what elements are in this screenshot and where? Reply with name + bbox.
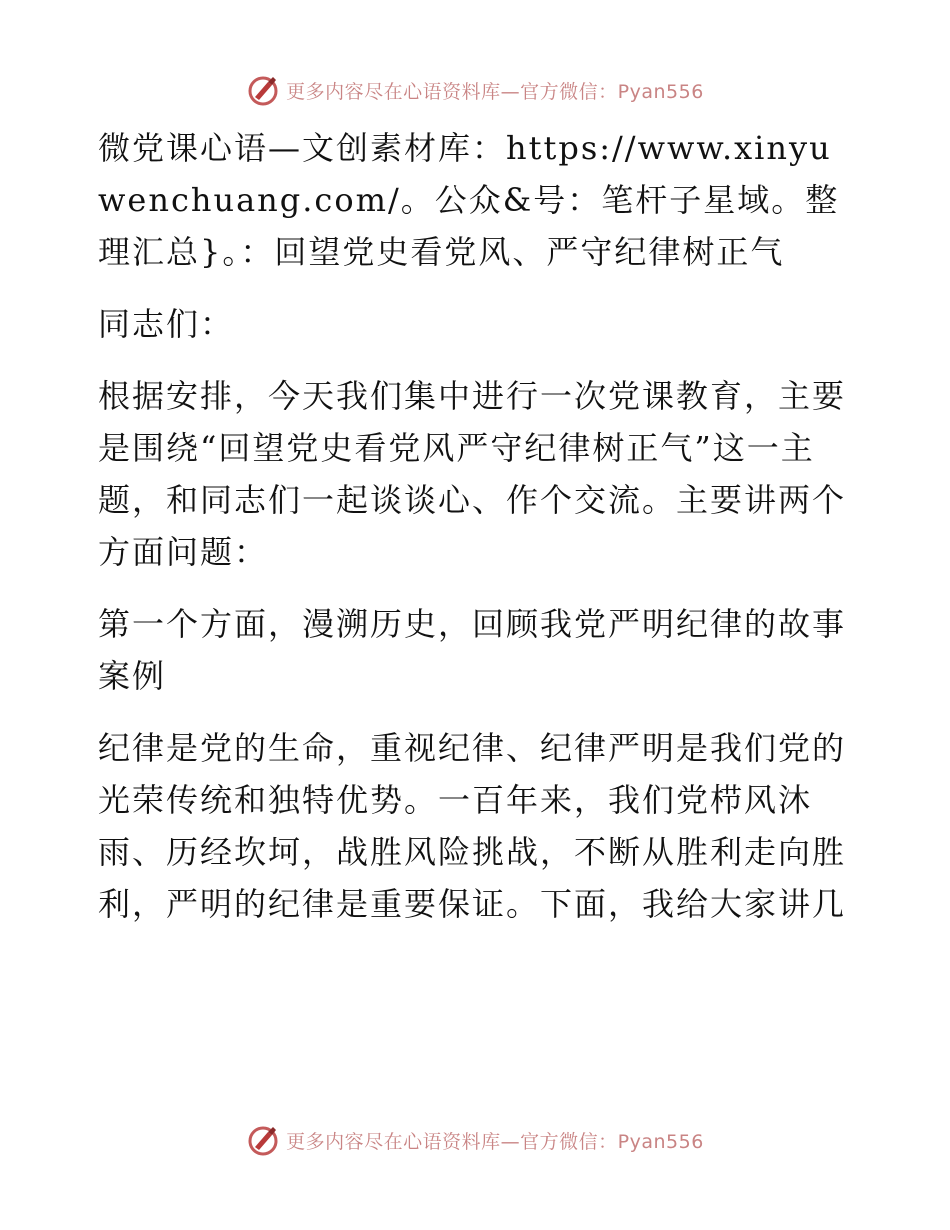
logo-icon	[246, 1123, 280, 1157]
paragraph-section-heading: 第一个方面，漫溯历史，回顾我党严明纪律的故事案例	[98, 605, 847, 695]
logo-icon	[246, 73, 280, 107]
watermark-text: 更多内容尽在心语资料库—官方微信：Pyan556	[286, 1130, 704, 1153]
paragraph-intro: 根据安排，今天我们集中进行一次党课教育，主要是围绕“回望党史看党风严守纪律树正气”这一主题，和同志们一起谈谈心、作个交流。主要讲两个方面问题：	[98, 377, 847, 571]
paragraph-greeting: 同志们：	[98, 305, 235, 343]
header-watermark	[0, 70, 950, 110]
watermark-text: 更多内容尽在心语资料库—官方微信：Pyan556	[286, 80, 704, 103]
footer-watermark	[0, 1120, 950, 1160]
paragraph-body: 纪律是党的生命，重视纪律、纪律严明是我们党的光荣传统和独特优势。一百年来，我们党栉风沐雨、历经坎坷，战胜风险挑战，不断从胜利走向胜利，严明的纪律是重要保证。下面，我给大家讲几	[98, 729, 847, 923]
document-body	[98, 122, 850, 930]
paragraph-title: 微党课心语—文创素材库：https://www.xinyuwenchuang.com/。公众&号：笔杆子星域。整理汇总}。：回望党史看党风、严守纪律树正气	[98, 129, 840, 271]
